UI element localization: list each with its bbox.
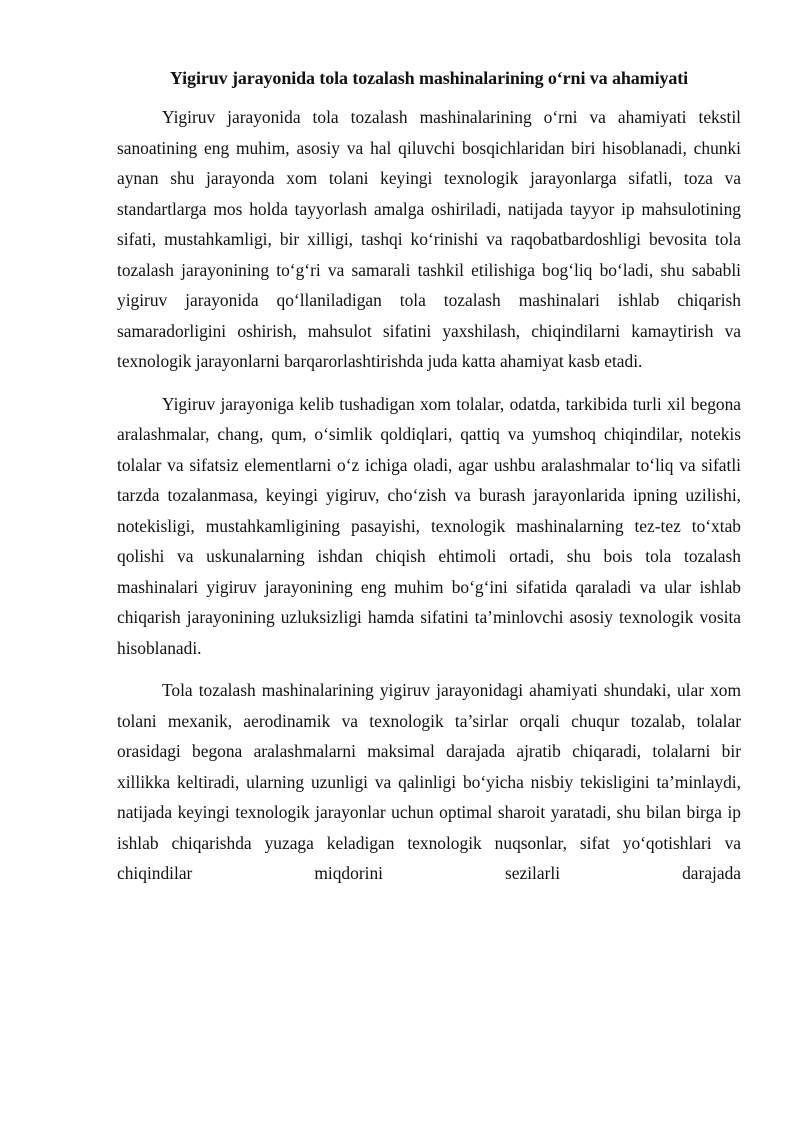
document-title: Yigiruv jarayonida tola tozalash mashinalarining o‘rni va ahamiyati — [169, 68, 689, 88]
paragraph-2: Yigiruv jarayoniga kelib tushadigan xom tolalar, odatda, tarkibida turli xil begona aralashmalar, chang, qum, o‘simlik qoldiqlari, qattiq va yumshoq chiqindilar, notekis tolalar va sifatsiz elementlarni o‘z ichiga oladi, agar ushbu aralashmalar to‘liq va sifatli tarzda tozalanmasa, keyingi yigiruv, cho‘zish va burash jarayonlarida ipning uzilishi, notekisligi, mustahkamligining pasayishi, texnologik mashinalarning tez-tez to‘xtab qolishi va uskunalarning ishdan chiqish ehtimoli ortadi, shu bois tola tozalash mashinalari yigiruv jarayonining eng muhim bo‘g‘ini sifatida qaraladi va ular ishlab chiqarish jarayonining uzluksizligi hamda sifatini ta’minlovchi asosiy texnologik vosita hisoblanadi. — [117, 393, 741, 658]
paragraph-3: Tola tozalash mashinalarining yigiruv jarayonidagi ahamiyati shundaki, ular xom tolani mexanik, aerodinamik va texnologik ta’sirlar orqali chuqur tozalab, tolalar orasidagi begona aralashmalarni maksimal darajada ajratib chiqaradi, tolalarni bir xillikka keltiradi, ularning uzunligi va qalinligi bo‘yicha nisbiy tekisligini ta’minlaydi, natijada keyingi texnologik jarayonlar uchun optimal sharoit yaratadi, shu bilan birga ip ishlab chiqarishda yuzaga keladigan texnologik nuqsonlar, sifat yo‘qotishlari va chiqindilar miqdorini sezilarli darajada — [117, 680, 741, 883]
document-page — [117, 66, 741, 889]
paragraph-1: Yigiruv jarayonida tola tozalash mashinalarining o‘rni va ahamiyati tekstil sanoatining eng muhim, asosiy va hal qiluvchi bosqichlaridan biri hisoblanadi, chunki aynan shu jarayonda xom tolani keyingi texnologik jarayonlarga sifatli, toza va standartlarga mos holda tayyorlash amalga oshiriladi, natijada tayyor ip mahsulotining sifati, mustahkamligi, bir xilligi, tashqi ko‘rinishi va raqobatbardoshligi bevosita tola tozalash jarayonining to‘g‘ri va samarali tashkil etilishiga bog‘liq bo‘ladi, shu sababli yigiruv jarayonida qo‘llaniladigan tola tozalash mashinalari ishlab chiqarish samaradorligini oshirish, mahsulot sifatini yaxshilash, chiqindilarni kamaytirish va texnologik jarayonlarni barqarorlashtirishda juda katta ahamiyat kasb etadi. — [117, 107, 741, 371]
